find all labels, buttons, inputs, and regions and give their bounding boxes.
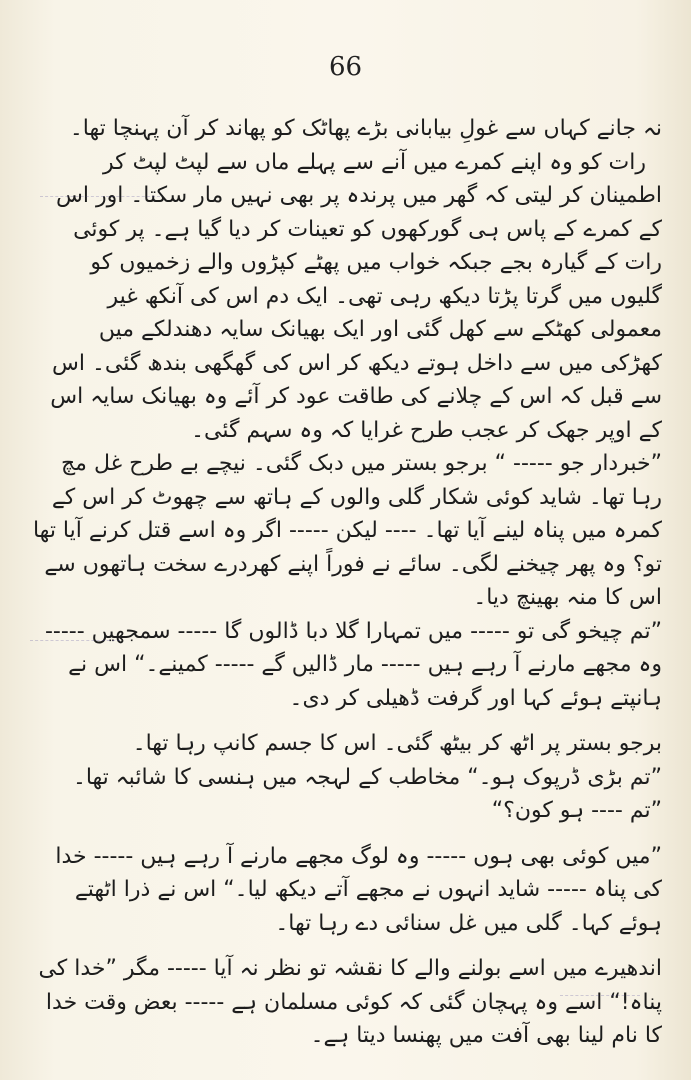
paragraph: رات کو وہ اپنے کمرے میں آنے سے پہلے ماں سے لپٹ لپٹ کر اطمینان کر لیتی کہ گھر میں پرندہ پر بھی نہیں مار سکتا۔ اور اس کے کمرے کے پاس ہی گورکھوں کو تعینات کر دیا گیا ہے۔ پر کوئی رات کے گیارہ بجے جبکہ خواب میں پھٹے کپڑوں والے زخمیوں کو گلیوں میں گرتا پڑتا دیکھ رہی تھی۔ ایک دم اس کی آنکھ غیر معمولی کھٹکے سے کھل گئی اور ایک بھیانک سایہ دھندلکے میں کھڑکی میں سے داخل ہوتے دیکھ کر اس کی گھگھی بندھ گئی۔ اس سے قبل کہ اس کے چلانے کی طاقت عود کر آئے وہ بھیانک سایہ اس کے اوپر جھک کر عجب طرح غرایا کہ وہ سہم گئی۔ <box>50 149 662 443</box>
paragraph: ”تم ---- ہو کون؟“ <box>491 798 662 823</box>
paragraph: ”میں کوئی بھی ہوں ----- وہ لوگ مجھے مارنے آ رہے ہیں ----- خدا کی پناہ ----- شاید انہوں نے مجھے آتے دیکھ لیا۔“ اس نے ذرا اٹھتے ہوئے کہا۔ گلی میں غل سنائی دے رہا تھا۔ <box>55 843 662 936</box>
pencil-mark <box>30 640 120 641</box>
paragraph: نہ جانے کہاں سے غولِ بیابانی بڑے پھاٹک کو پھاند کر آن پہنچا تھا۔ <box>69 116 662 141</box>
urdu-text-body <box>32 112 662 1053</box>
paragraph: ”تم بڑی ڈرپوک ہو۔“ مخاطب کے لہجہ میں ہنسی کا شائبہ تھا۔ <box>72 764 662 790</box>
pencil-mark <box>560 995 640 996</box>
paragraph: ”خبردار جو ----- “ برجو بستر میں دبک گئی۔ نیچے بے طرح غل مچ رہا تھا۔ شاید کوئی شکار گلی والوں کے ہاتھ سے چھوٹ کر اس کے کمرہ میں پناہ لینے آیا تھا۔ ---- لیکن ----- اگر وہ اسے قتل کرنے آیا تھا تو؟ وہ پھر چیخنے لگی۔ سائے نے فوراً اپنے کھردرے سخت ہاتھوں سے اس کا منہ بھینچ دیا۔ <box>32 451 662 610</box>
paragraph: ”تم چیخو گی تو ----- میں تمہارا گلا دبا ڈالوں گا ----- سمجھیں ----- وہ مجھے مارنے آ رہے ہیں ----- مار ڈالیں گے ----- کمینے۔“ اس نے ہانپتے ہوئے کہا اور گرفت ڈھیلی کر دی۔ <box>44 618 662 711</box>
page-number: 66 <box>328 52 363 82</box>
pencil-mark <box>40 196 160 197</box>
paragraph: اندھیرے میں اسے بولنے والے کا نقشہ تو نظر نہ آیا ----- مگر ”خدا کی پناہ!“ اسے وہ پہچان گئی کہ کوئی مسلمان ہے ----- بعض وقت خدا کا نام لینا بھی آفت میں پھنسا دیتا ہے۔ <box>38 956 662 1048</box>
paragraph: برجو بستر پر اٹھ کر بیٹھ گئی۔ اس کا جسم کانپ رہا تھا۔ <box>132 731 662 756</box>
